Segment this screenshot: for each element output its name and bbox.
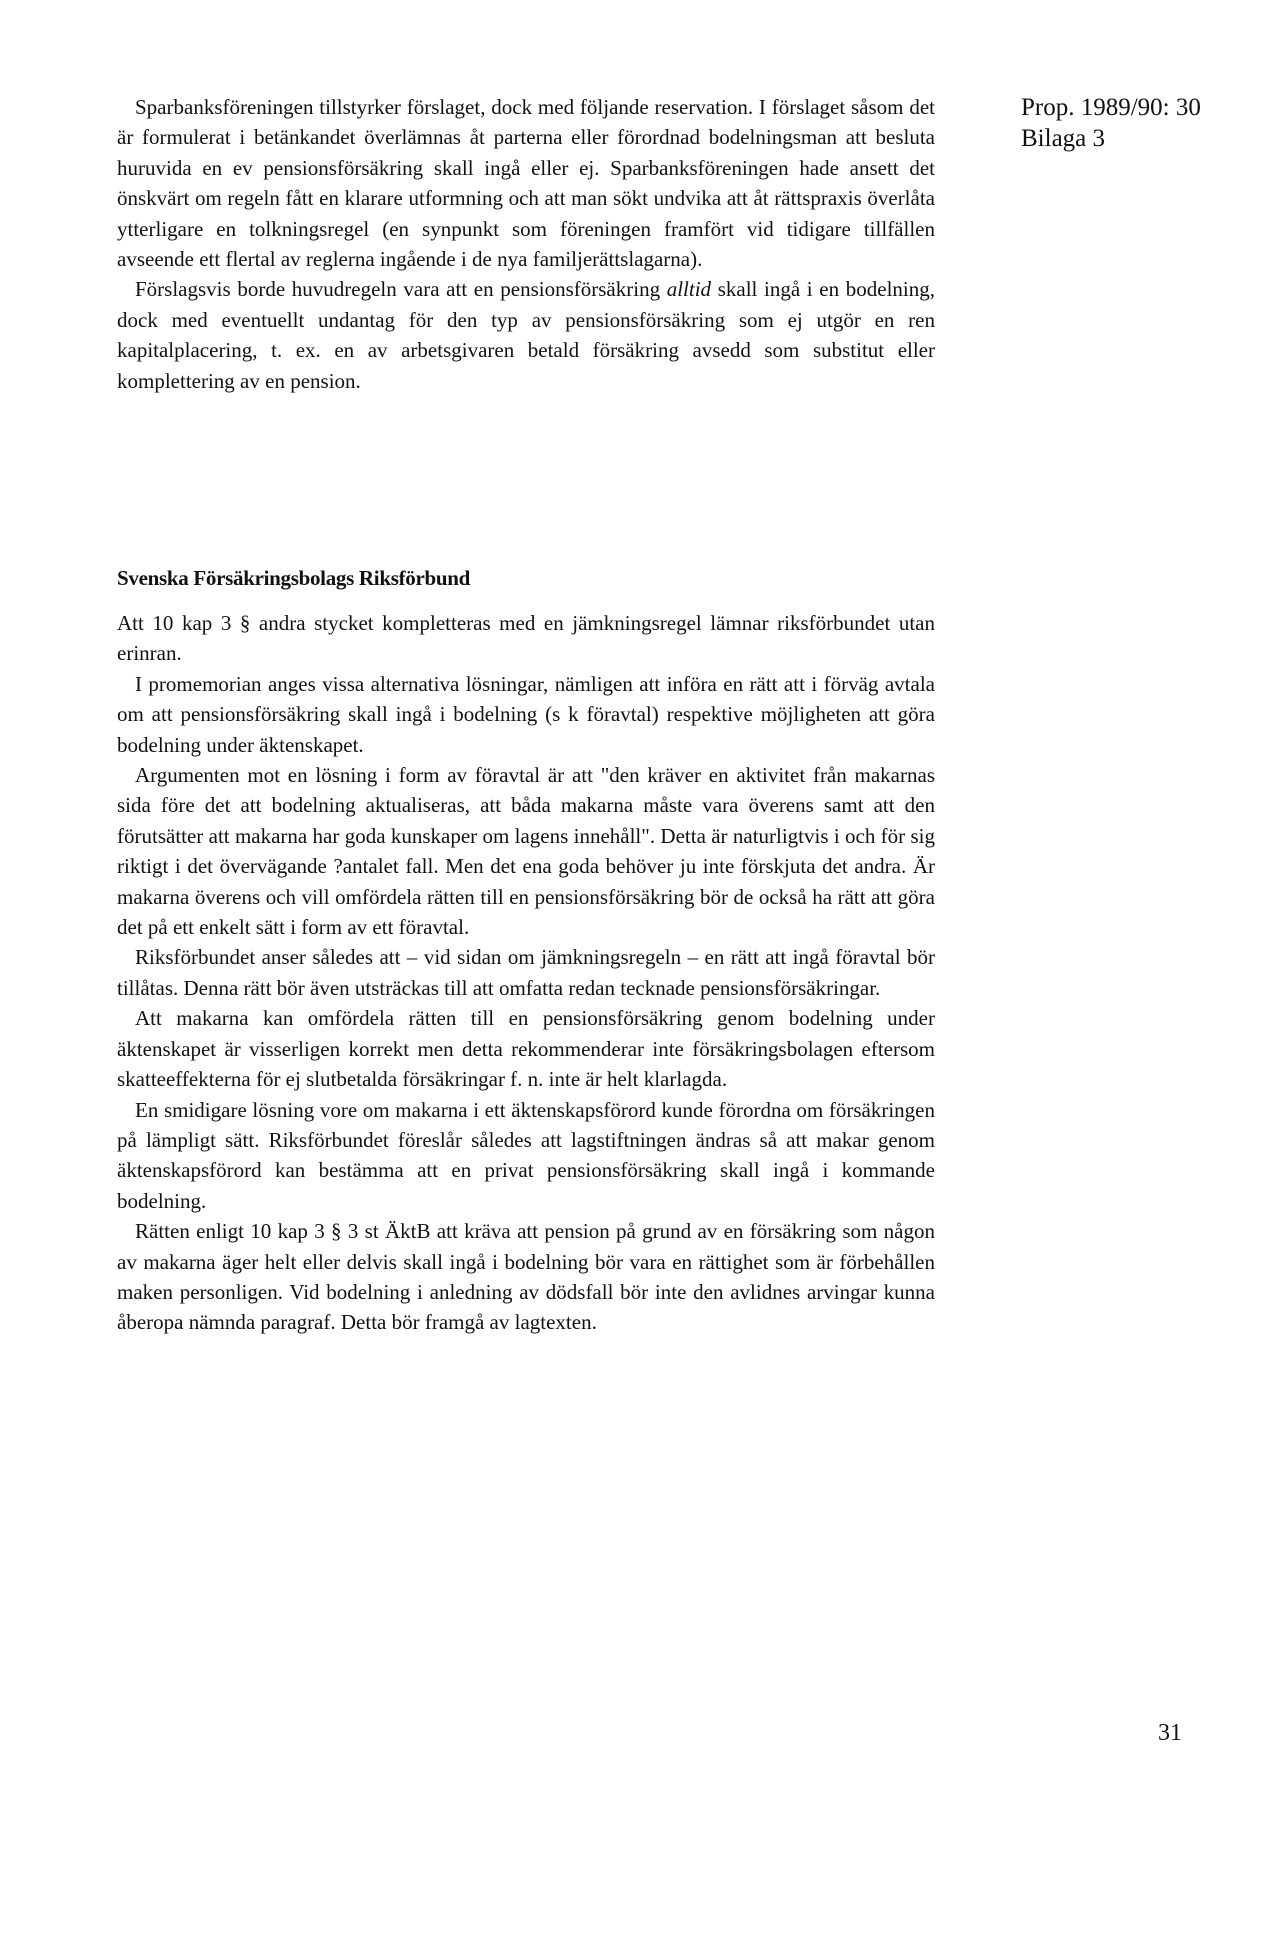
section-sparbanksforeningen	[117, 92, 935, 396]
paragraph: Rätten enligt 10 kap 3 § 3 st ÄktB att kräva att pension på grund av en försäkring som någon av makarna äger helt eller delvis skall ingå i bodelning bör vara en rättighet som är förbehållen maken personligen. Vid bodelning i anledning av dödsfall bör inte den avlidnes arvingar kunna åberopa nämnda paragraf. Detta bör framgå av lagtexten.	[117, 1219, 935, 1335]
paragraph: Riksförbundet anser således att – vid sidan om jämkningsregeln – en rätt att ingå föravtal bör tillåtas. Denna rätt bör även utsträckas till att omfatta redan tecknade pensionsförsäkringar.	[117, 945, 935, 1000]
appendix-label: Bilaga 3	[1021, 125, 1106, 152]
proposition-number: Prop. 1989/90: 30	[1021, 94, 1201, 121]
paragraph: Förslagsvis borde huvudregeln vara att en pensionsförsäkring alltid skall ingå i en bodelning, dock med eventuellt undantag för den typ av pensionsförsäkring som ej utgör en ren kapitalplacering, t. ex. en av arbetsgivaren betald försäkring avsedd som substitut eller komplettering av en pension.	[117, 277, 935, 393]
section-forsakringsbolags-riksforbund	[117, 608, 935, 1338]
emphasis: alltid	[666, 277, 712, 302]
section-heading: Svenska Försäkringsbolags Riksförbund	[117, 566, 471, 590]
paragraph: Att 10 kap 3 § andra stycket kompletteras med en jämkningsregel lämnar riksförbundet utan erinran.	[117, 611, 935, 666]
paragraph: I promemorian anges vissa alternativa lösningar, nämligen att införa en rätt att i förväg avtala om att pensionsförsäkring skall ingå i bodelning (s k föravtal) respektive möjligheten att göra bodelning under äktenskapet.	[117, 671, 935, 757]
paragraph: Sparbanksföreningen tillstyrker förslaget, dock med följande reservation. I förslaget såsom det är formulerat i betänkandet överlämnas åt parterna eller förordnad bodelningsman att besluta huruvida en ev pensionsförsäkring skall ingå eller ej. Sparbanksföreningen hade ansett det önskvärt om regeln fått en klarare utformning och att man sökt undvika att åt rättspraxis överlåta ytterligare en tolkningsregel (en synpunkt som föreningen framfört vid tidigare tillfällen avseende ett flertal av reglerna ingående i de nya familjerättslagarna).	[117, 95, 935, 272]
page-number: 31	[1158, 1720, 1182, 1746]
paragraph: En smidigare lösning vore om makarna i ett äktenskapsförord kunde förordna om försäkringen på lämpligt sätt. Riksförbundet föreslår således att lagstiftningen ändras så att makar genom äktenskapsförord kan bestämma att en privat pensionsförsäkring skall ingå i kommande bodelning.	[117, 1097, 935, 1213]
paragraph: Att makarna kan omfördela rätten till en pensionsförsäkring genom bodelning under äktenskapet är visserligen korrekt men detta rekommenderar inte försäkringsbolagen eftersom skatteeffekterna för ej slutbetalda försäkringar f. n. inte är helt klarlagda.	[117, 1006, 935, 1092]
document-reference	[1021, 92, 1201, 154]
paragraph: Argumenten mot en lösning i form av föravtal är att "den kräver en aktivitet från makarnas sida före det att bodelning aktualiseras, att båda makarna måste vara överens samt att den förutsätter att makarna har goda kunskaper om lagens innehåll". Detta är naturligtvis i och för sig riktigt i det övervägande ?antalet fall. Men det ena goda behöver ju inte förskjuta det andra. Är makarna överens och vill omfördela rätten till en pensionsförsäkring bör de också ha rätt att göra det på ett enkelt sätt i form av ett föravtal.	[117, 763, 935, 940]
